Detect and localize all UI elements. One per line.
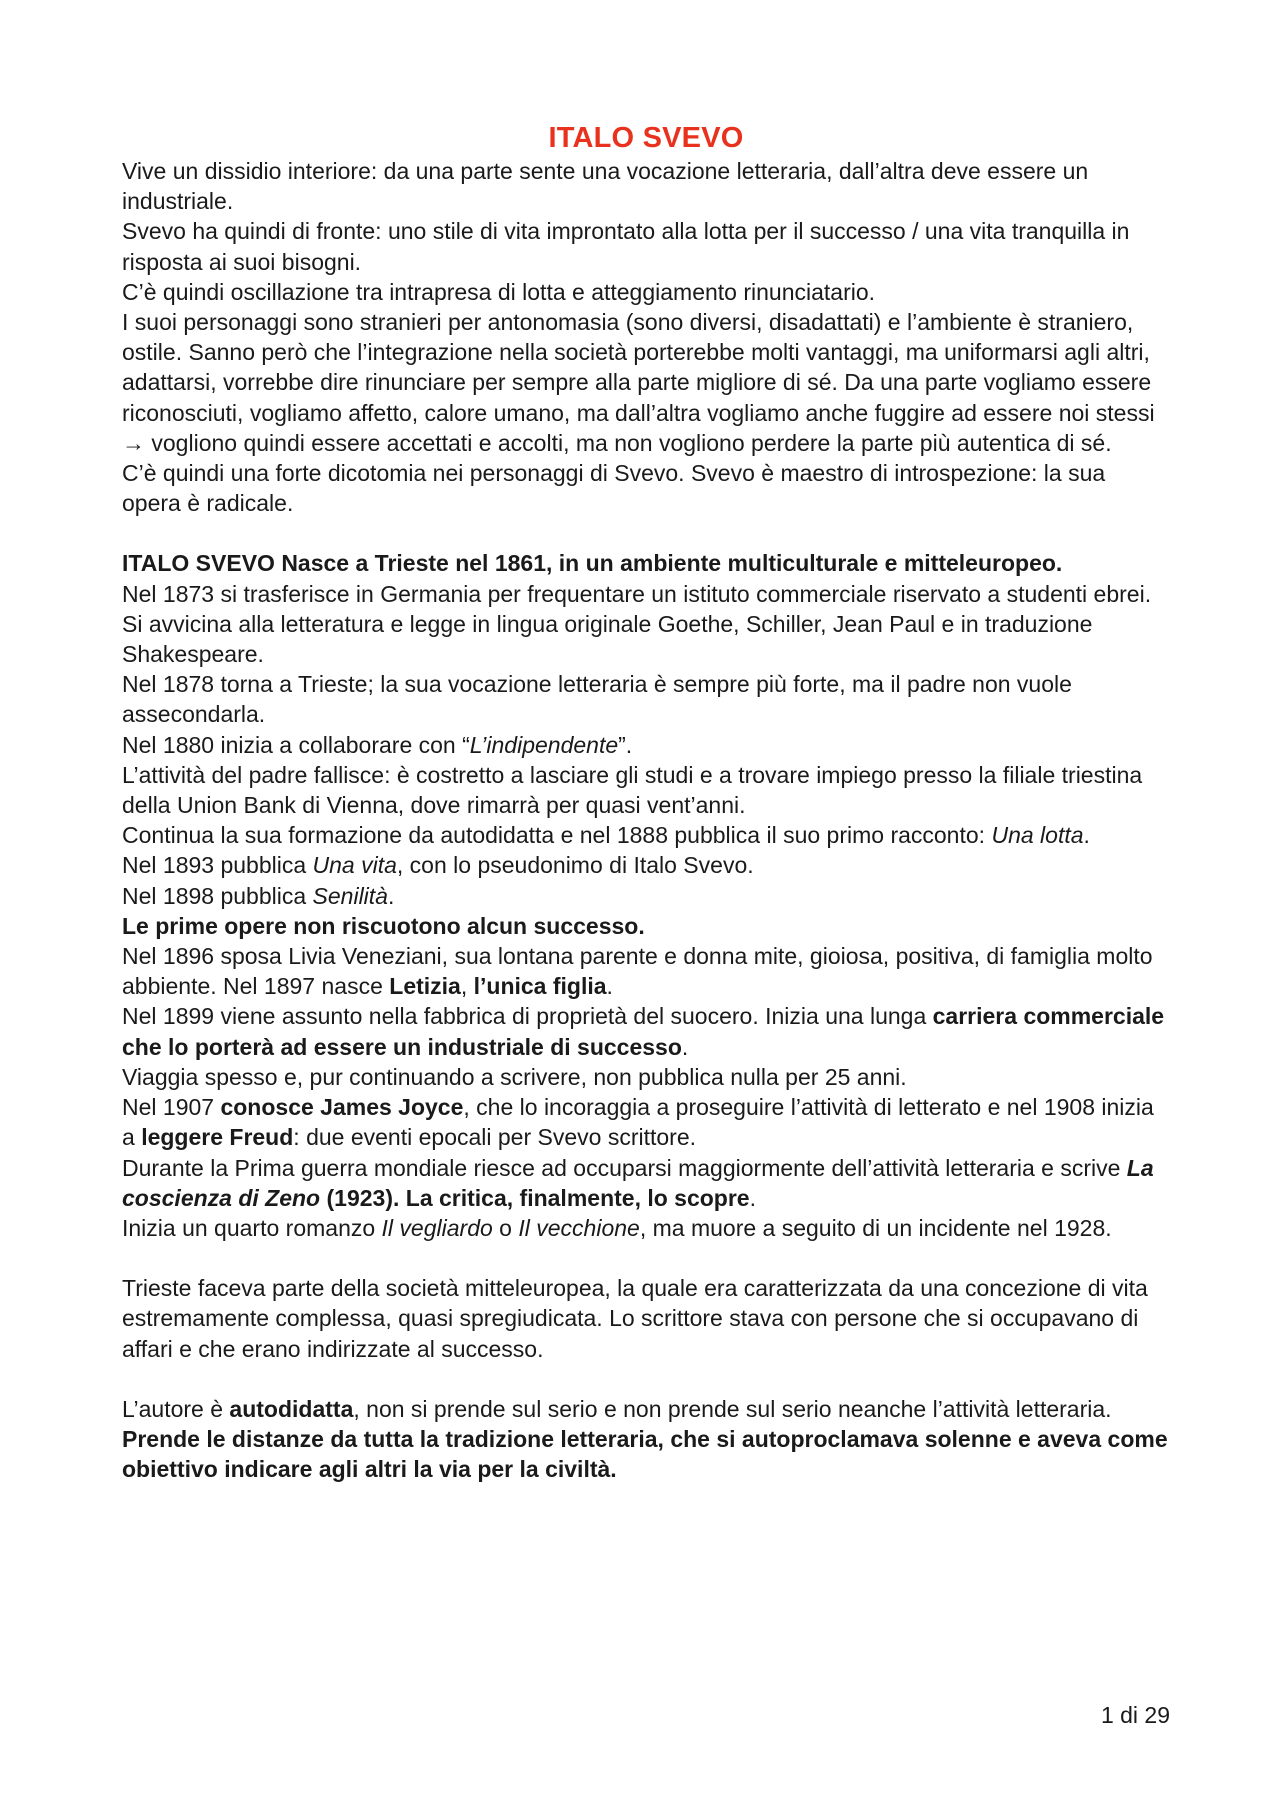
autore-section bbox=[122, 1394, 1170, 1485]
paragraph bbox=[122, 881, 1170, 911]
paragraph bbox=[122, 1001, 1170, 1061]
bold-text: Letizia bbox=[389, 973, 461, 1000]
text: , ma muore a seguito di un incidente nel 1928. bbox=[639, 1214, 1112, 1241]
text: : due eventi epocali per Svevo scrittore. bbox=[293, 1124, 697, 1151]
paragraph: Nel 1873 si trasferisce in Germania per frequentare un istituto commerciale riservato a studenti ebrei. Si avvicina alla letteratura e legge in lingua originale Goethe, Schiller, Jean Paul e in traduzione Shakespeare. bbox=[122, 580, 1152, 668]
text: . bbox=[1083, 822, 1090, 849]
bold-text: conosce James Joyce bbox=[220, 1094, 464, 1121]
text: Durante la Prima guerra mondiale riesce ad occuparsi maggiormente dell’attività letteraria e scrive bbox=[122, 1154, 1127, 1181]
text: Nel 1899 viene assunto nella fabbrica di proprietà del suocero. Inizia una lunga bbox=[122, 1003, 933, 1030]
paragraph bbox=[122, 1213, 1170, 1243]
bold-text: carriera commerciale che lo porterà ad essere un industriale di successo bbox=[122, 1003, 1165, 1060]
paragraph: Vive un dissidio interiore: da una parte sente una vocazione letteraria, dall’altra deve essere un industriale. bbox=[122, 158, 1089, 215]
text: . bbox=[387, 882, 395, 909]
text: . bbox=[606, 973, 613, 1000]
paragraph bbox=[122, 911, 1170, 941]
paragraph: L’attività del padre fallisce: è costretto a lasciare gli studi e a trovare impiego presso la filiale triestina della Union Bank di Vienna, dove rimarrà per quasi vent’anni. bbox=[122, 761, 1143, 819]
bold-text: Le prime opere non riscuotono alcun successo. bbox=[122, 912, 645, 939]
text: Continua la sua formazione da autodidatta e nel 1888 pubblica il suo primo racconto: bbox=[122, 822, 992, 849]
italic-title: Il vegliardo bbox=[381, 1214, 493, 1241]
paragraph: Viaggia spesso e, pur continuando a scrivere, non pubblica nulla per 25 anni. bbox=[122, 1063, 907, 1090]
italic-title: Una vita bbox=[312, 852, 397, 879]
paragraph: C’è quindi oscillazione tra intrapresa di lotta e atteggiamento rinunciatario. bbox=[122, 278, 876, 305]
text: ”. bbox=[618, 731, 633, 758]
spacer bbox=[122, 518, 1170, 548]
italic-title: Una lotta bbox=[991, 822, 1084, 849]
bold-text: leggere Freud bbox=[141, 1124, 294, 1151]
paragraph bbox=[122, 1424, 1170, 1484]
bio-heading bbox=[122, 548, 1170, 578]
paragraph bbox=[122, 730, 1170, 760]
biography-section bbox=[122, 548, 1170, 1243]
italic-title: Senilità bbox=[312, 882, 388, 909]
paragraph bbox=[122, 941, 1170, 1001]
spacer bbox=[122, 1364, 1170, 1394]
text: o bbox=[492, 1214, 519, 1241]
bold-text: autodidatta bbox=[229, 1395, 354, 1422]
text: , con lo pseudonimo di Italo Svevo. bbox=[396, 852, 754, 879]
page-title: ITALO SVEVO bbox=[548, 122, 744, 154]
bold-text: Prende le distanze da tutta la tradizione letteraria, che si autoproclamava solenne e aveva come obiettivo indicare agli altri la via per la civiltà. bbox=[122, 1425, 1168, 1483]
text: . bbox=[681, 1033, 689, 1060]
italic-title: La coscienza di Zeno bbox=[122, 1154, 1154, 1211]
paragraph bbox=[122, 820, 1170, 850]
bold-text: l’unica figlia bbox=[473, 973, 607, 1000]
paragraph: Nel 1878 torna a Trieste; la sua vocazione letteraria è sempre più forte, ma il padre non vuole assecondarla. bbox=[122, 671, 1072, 728]
spacer bbox=[122, 1243, 1170, 1273]
italic-title: L’indipendente bbox=[469, 731, 619, 758]
text: L’autore è bbox=[122, 1395, 230, 1422]
paragraph: Svevo ha quindi di fronte: uno stile di vita improntato alla lotta per il successo / una vita tranquilla in risposta ai suoi bisogni. bbox=[122, 218, 1130, 275]
text: , che lo incoraggia a proseguire l’attività di letterato e nel 1908 inizia a bbox=[122, 1094, 1154, 1151]
italic-title: Il vecchione bbox=[518, 1214, 640, 1241]
bio-heading-text: ITALO SVEVO Nasce a Trieste nel 1861, in un ambiente multiculturale e mitteleuropeo. bbox=[122, 550, 1063, 577]
paragraph: C’è quindi una forte dicotomia nei personaggi di Svevo. Svevo è maestro di introspezione: la sua opera è radicale. bbox=[122, 460, 1106, 517]
text: Nel 1907 bbox=[122, 1094, 221, 1121]
page-number: 1 di 29 bbox=[1100, 1702, 1170, 1728]
document-page bbox=[122, 120, 1170, 1484]
text: Nel 1898 pubblica bbox=[122, 882, 313, 909]
text: (1923). La critica, finalmente, lo scopre bbox=[320, 1184, 750, 1211]
text: Nel 1893 pubblica bbox=[122, 852, 313, 879]
paragraph: Trieste faceva parte della società mitteleuropea, la quale era caratterizzata da una concezione di vita estremamente complessa, quasi spregiudicata. Lo scrittore stava con persone che si occupavano di affari e che erano indirizzate al successo. bbox=[122, 1275, 1148, 1362]
trieste-section bbox=[122, 1273, 1170, 1364]
text: Nel 1896 sposa Livia Veneziani, sua lontana parente e donna mite, gioiosa, positiva, di famiglia molto abbiente. Nel 1897 nasce bbox=[122, 943, 1153, 1000]
intro-section bbox=[122, 156, 1170, 518]
paragraph: I suoi personaggi sono stranieri per antonomasia (sono diversi, disadattati) e l’ambiente è straniero, ostile. Sanno però che l’integrazione nella società porterebbe molti vantaggi, ma uniformarsi agli altri, adattarsi, vorrebbe dire rinunciare per sempre alla parte migliore di sé. Da una parte vogliamo essere riconosciuti, vogliamo affetto, calore umano, ma dall’altra vogliamo anche fuggire ad essere noi stessi → vogliono quindi essere accettati e accolti, ma non vogliono perdere la parte più autentica di sé. bbox=[122, 309, 1155, 456]
text: . bbox=[749, 1184, 756, 1211]
text: , bbox=[460, 973, 474, 1000]
paragraph bbox=[122, 1153, 1170, 1213]
text: Nel 1880 inizia a collaborare con “ bbox=[122, 731, 470, 758]
paragraph bbox=[122, 1092, 1170, 1152]
text: , non si prende sul serio e non prende sul serio neanche l’attività letteraria. bbox=[353, 1395, 1112, 1422]
text: Inizia un quarto romanzo bbox=[122, 1214, 382, 1241]
paragraph bbox=[122, 850, 1170, 880]
paragraph bbox=[122, 1394, 1170, 1424]
